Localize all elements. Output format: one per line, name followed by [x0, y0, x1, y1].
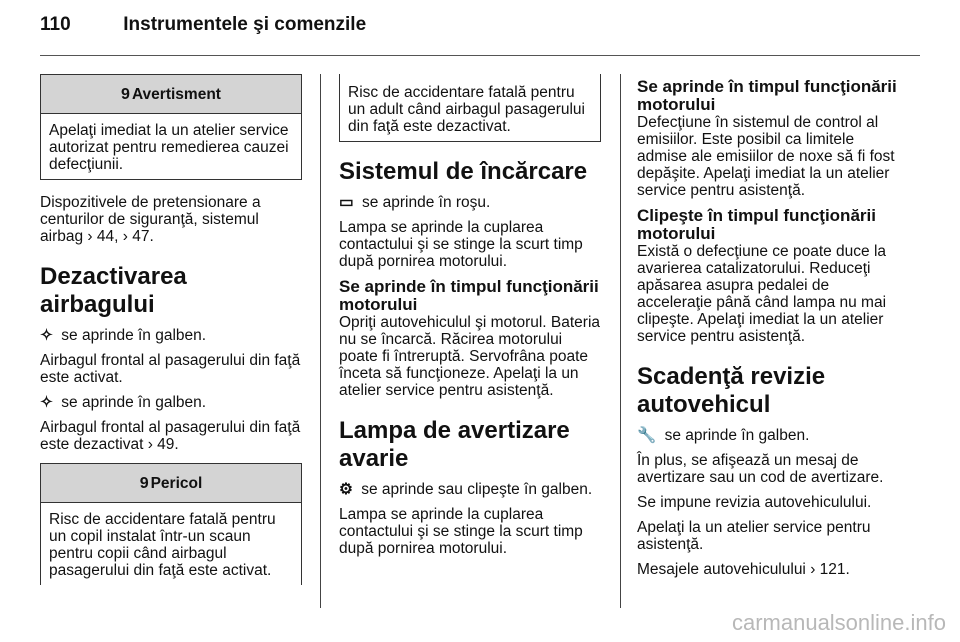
page-ref[interactable]: 49: [157, 436, 175, 453]
airbag-on-text: se aprinde în galben.: [57, 327, 207, 344]
column-divider-2: [620, 74, 621, 608]
page-ref-icon: ›: [87, 228, 97, 245]
sub1-heading: Se aprinde în timpul funcţionării motorului: [637, 77, 897, 114]
danger-box-text: Risc de accidentare fatală pentru un copil instalat într-un scaun pentru copii când airbagul pasagerului din faţă este activat.: [49, 511, 276, 579]
danger-box-title: Pericol: [150, 474, 203, 492]
service-line-text: se aprinde în galben.: [660, 427, 810, 444]
column-divider-1: [320, 74, 321, 608]
continued-danger-box: [339, 74, 601, 142]
engine-lamp-icon: ⚙: [339, 481, 353, 498]
warning-box: [40, 74, 302, 180]
pretension-paragraph: Dispozitivele de pretensionare a centurilor de siguranţă, sistemul airbag › 44, › 47.: [40, 194, 261, 245]
airbag-heading: Dezactivarea airbagului: [40, 263, 187, 318]
service-p4: Mesajele autovehiculului › 121.: [637, 561, 850, 578]
pretension-text: Dispozitivele de pretensionare a centurilor de siguranţă, sistemul airbag: [40, 194, 261, 245]
service-p4-text: Mesajele autovehiculului: [637, 561, 811, 578]
service-line: [637, 427, 905, 444]
page-title: Instrumentele şi comenzile: [123, 14, 367, 35]
airbag-off-text: se aprinde în galben.: [57, 394, 207, 411]
battery-icon: ▭: [339, 194, 354, 211]
page-ref-icon: ›: [147, 436, 158, 453]
service-p1: În plus, se afişează un mesaj de avertizare sau un cod de avertizare.: [637, 452, 884, 486]
airbag-off-desc-text: Airbagul frontal al pasagerului din faţă este dezactivat: [40, 419, 301, 453]
service-p2: Se impune revizia autovehiculului.: [637, 494, 872, 511]
warning-box-text: Apelaţi imediat la un atelier service autorizat pentru remedierea cauzei defecţiunii.: [49, 122, 289, 173]
page-header: [40, 14, 366, 36]
warning-triangle-icon: 9: [121, 85, 130, 103]
danger-box: [40, 463, 302, 585]
page-ref[interactable]: 44: [96, 228, 115, 245]
airbag-off-desc: Airbagul frontal al pasagerului din faţă este dezactivat › 49.: [40, 419, 301, 453]
watermark: carmanualsonline.info: [731, 610, 946, 635]
page-ref[interactable]: 121: [819, 561, 846, 578]
sub2-heading: Clipeşte în timpul funcţionării motorului: [637, 206, 876, 243]
sub2-text: Există o defecţiune ce poate duce la avarierea catalizatorului. Reduceţi apăsarea asupra pedalei de acceleraţie până când lampa nu mai clipeşte. Apelaţi imediat la un atelier service pentru asistenţă.: [637, 243, 887, 345]
lamp-desc: Lampa se aprinde la cuplarea contactului şi se stinge la scurt timp după pornirea motorului.: [339, 506, 583, 557]
service-p3: Apelaţi la un atelier service pentru asistenţă.: [637, 519, 871, 553]
charge-sub-text: Opriţi autovehiculul şi motorul. Bateria nu se încarcă. Răcirea motorului poate fi întreruptă. Servofrâna poate înceta să funcţioneze. Apelaţi la un atelier service pentru asistenţă.: [339, 314, 601, 399]
airbag-off-icon: ✧: [40, 394, 53, 411]
service-heading: Scadenţă revizie autovehicul: [637, 363, 826, 418]
sub1-text: Defecţiune în sistemul de control al emisiilor. Este posibil ca limitele admise ale emisiilor de noxe să fi fost depăşite. Apelaţi imediat la un atelier service pentru asistenţă.: [637, 114, 895, 199]
charge-heading: Sistemul de încărcare: [339, 158, 588, 185]
column-3: [637, 78, 905, 586]
charge-line-text: se aprinde în roşu.: [357, 194, 491, 211]
danger-box-header: [41, 464, 301, 503]
charge-line: [339, 194, 601, 211]
column-1: [40, 74, 302, 585]
page-number: 110: [40, 14, 71, 35]
warning-box-header: [41, 75, 301, 114]
page-ref[interactable]: 47: [132, 228, 150, 245]
lamp-line-text: se aprinde sau clipeşte în galben.: [356, 481, 593, 498]
airbag-on-line: [40, 327, 302, 344]
continued-box-text: Risc de accidentare fatală pentru un adult când airbagul pasagerului din faţă este dezactivat.: [348, 84, 585, 135]
column-2: [339, 74, 601, 565]
lamp-heading: Lampa de avertizare avarie: [339, 417, 570, 472]
lamp-line: [339, 481, 601, 498]
airbag-off-line: [40, 394, 302, 411]
charge-subheading: Se aprinde în timpul funcţionării motorului: [339, 277, 599, 314]
airbag-on-desc: Airbagul frontal al pasagerului din faţă este activat.: [40, 352, 301, 386]
header-rule: [40, 55, 920, 56]
page-ref-icon: ›: [810, 561, 820, 578]
warning-triangle-icon: 9: [139, 474, 149, 492]
airbag-on-icon: ✧: [40, 327, 53, 344]
charge-desc: Lampa se aprinde la cuplarea contactului şi se stinge la scurt timp după pornirea motorului.: [339, 219, 583, 270]
wrench-car-icon: 🔧: [637, 427, 657, 444]
warning-box-title: Avertisment: [131, 85, 221, 103]
page-ref-icon: ›: [122, 228, 133, 245]
